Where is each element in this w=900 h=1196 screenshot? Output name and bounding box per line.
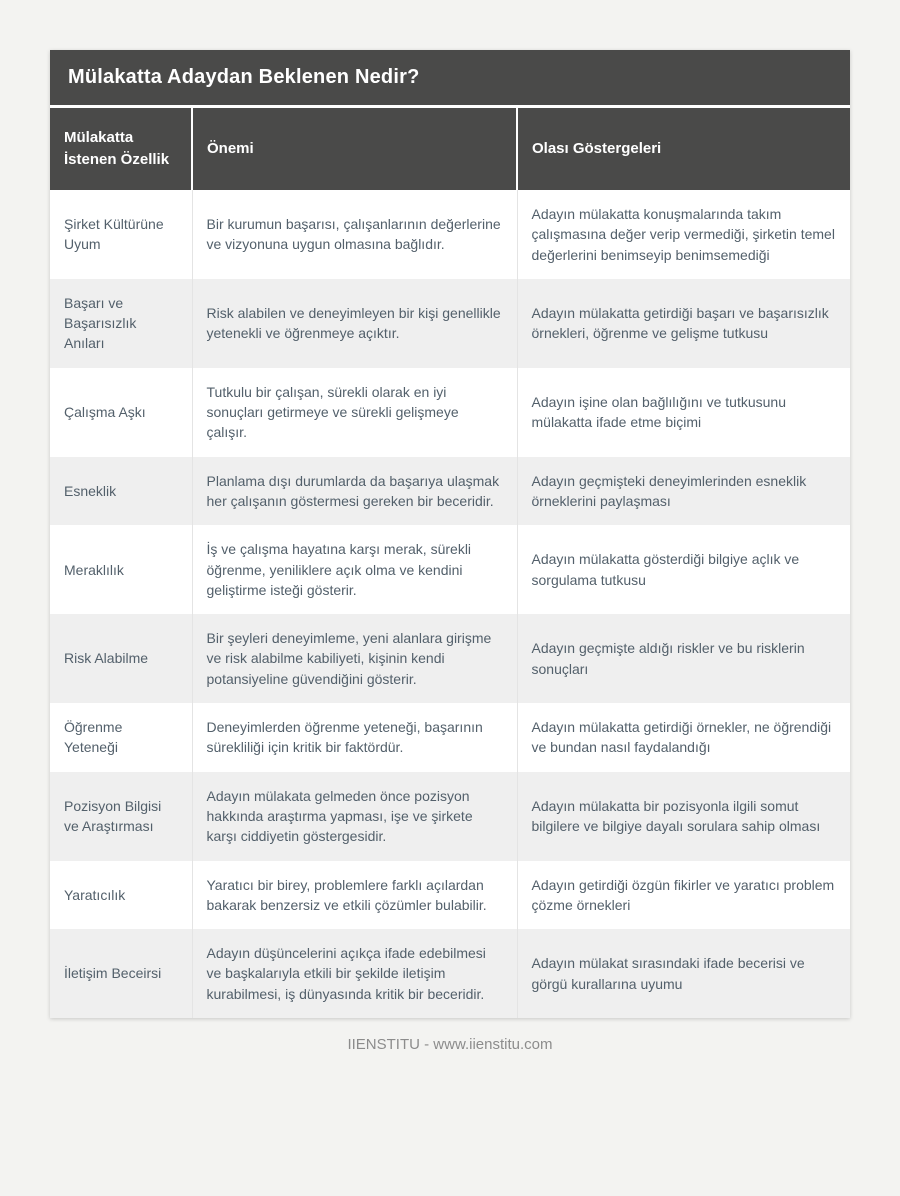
column-header-ozellik: Mülakatta İstenen Özellik (50, 108, 192, 190)
table-row (50, 525, 850, 614)
cell-onemi: Planlama dışı durumlarda da başarıya ulaşmak her çalışanın göstermesi gereken bir beceridir. (192, 457, 517, 526)
cell-ozellik: Pozisyon Bilgisi ve Araştırması (50, 772, 192, 861)
cell-gosterge: Adayın geçmişteki deneyimlerinden esneklik örneklerini paylaşması (517, 457, 850, 526)
cell-ozellik: Esneklik (50, 457, 192, 526)
cell-gosterge: Adayın getirdiği özgün fikirler ve yaratıcı problem çözme örnekleri (517, 861, 850, 930)
cell-gosterge: Adayın mülakatta konuşmalarında takım çalışmasına değer verip vermediği, şirketin temel değerlerini benimseyip benimsemediği (517, 190, 850, 279)
table-row (50, 279, 850, 368)
cell-gosterge: Adayın geçmişte aldığı riskler ve bu risklerin sonuçları (517, 614, 850, 703)
table-header-row (50, 108, 850, 190)
cell-ozellik: Yaratıcılık (50, 861, 192, 930)
cell-ozellik: Risk Alabilme (50, 614, 192, 703)
cell-onemi: Tutkulu bir çalışan, sürekli olarak en iyi sonuçları getirmeye ve sürekli gelişmeye çalışır. (192, 368, 517, 457)
cell-ozellik: Başarı ve Başarısızlık Anıları (50, 279, 192, 368)
cell-ozellik: Meraklılık (50, 525, 192, 614)
cell-ozellik: Çalışma Aşkı (50, 368, 192, 457)
page-title: Mülakatta Adaydan Beklenen Nedir? (50, 50, 850, 105)
cell-onemi: Risk alabilen ve deneyimleyen bir kişi genellikle yetenekli ve öğrenmeye açıktır. (192, 279, 517, 368)
table-row (50, 457, 850, 526)
cell-ozellik: Öğrenme Yeteneği (50, 703, 192, 772)
cell-gosterge: Adayın mülakatta bir pozisyonla ilgili somut bilgilere ve bilgiye dayalı sorulara sahip olması (517, 772, 850, 861)
expectations-table (50, 108, 850, 1018)
cell-gosterge: Adayın işine olan bağlılığını ve tutkusunu mülakatta ifade etme biçimi (517, 368, 850, 457)
cell-ozellik: Şirket Kültürüne Uyum (50, 190, 192, 279)
table-row (50, 368, 850, 457)
cell-gosterge: Adayın mülakatta gösterdiği bilgiye açlık ve sorgulama tutkusu (517, 525, 850, 614)
worksheet-card (50, 50, 850, 1018)
cell-onemi: Bir şeyleri deneyimleme, yeni alanlara girişme ve risk alabilme kabiliyeti, kişinin kendi potansiyeline güvendiğini gösterir. (192, 614, 517, 703)
cell-onemi: Deneyimlerden öğrenme yeteneği, başarının sürekliliği için kritik bir faktördür. (192, 703, 517, 772)
cell-onemi: Yaratıcı bir birey, problemlere farklı açılardan bakarak benzersiz ve etkili çözümler bulabilir. (192, 861, 517, 930)
table-row (50, 929, 850, 1018)
cell-onemi: İş ve çalışma hayatına karşı merak, sürekli öğrenme, yeniliklere açık olma ve kendini geliştirme isteği gösterir. (192, 525, 517, 614)
table-row (50, 772, 850, 861)
table-row (50, 190, 850, 279)
cell-gosterge: Adayın mülakatta getirdiği başarı ve başarısızlık örnekleri, öğrenme ve gelişme tutkusu (517, 279, 850, 368)
cell-gosterge: Adayın mülakatta getirdiği örnekler, ne öğrendiği ve bundan nasıl faydalandığı (517, 703, 850, 772)
cell-gosterge: Adayın mülakat sırasındaki ifade becerisi ve görgü kurallarına uyumu (517, 929, 850, 1018)
column-header-gostergeleri: Olası Göstergeleri (517, 108, 850, 190)
cell-ozellik: İletişim Beceirsi (50, 929, 192, 1018)
cell-onemi: Bir kurumun başarısı, çalışanlarının değerlerine ve vizyonuna uygun olmasına bağlıdır. (192, 190, 517, 279)
table-row (50, 703, 850, 772)
cell-onemi: Adayın düşüncelerini açıkça ifade edebilmesi ve başkalarıyla etkili bir şekilde iletişim kurabilmesi, iş dünyasında kritik bir beceridir. (192, 929, 517, 1018)
cell-onemi: Adayın mülakata gelmeden önce pozisyon hakkında araştırma yapması, işe ve şirkete karşı ciddiyetin göstergesidir. (192, 772, 517, 861)
footer-credit: IIENSTITU - www.iienstitu.com (347, 1036, 553, 1054)
table-row (50, 861, 850, 930)
table-row (50, 614, 850, 703)
column-header-onemi: Önemi (192, 108, 517, 190)
